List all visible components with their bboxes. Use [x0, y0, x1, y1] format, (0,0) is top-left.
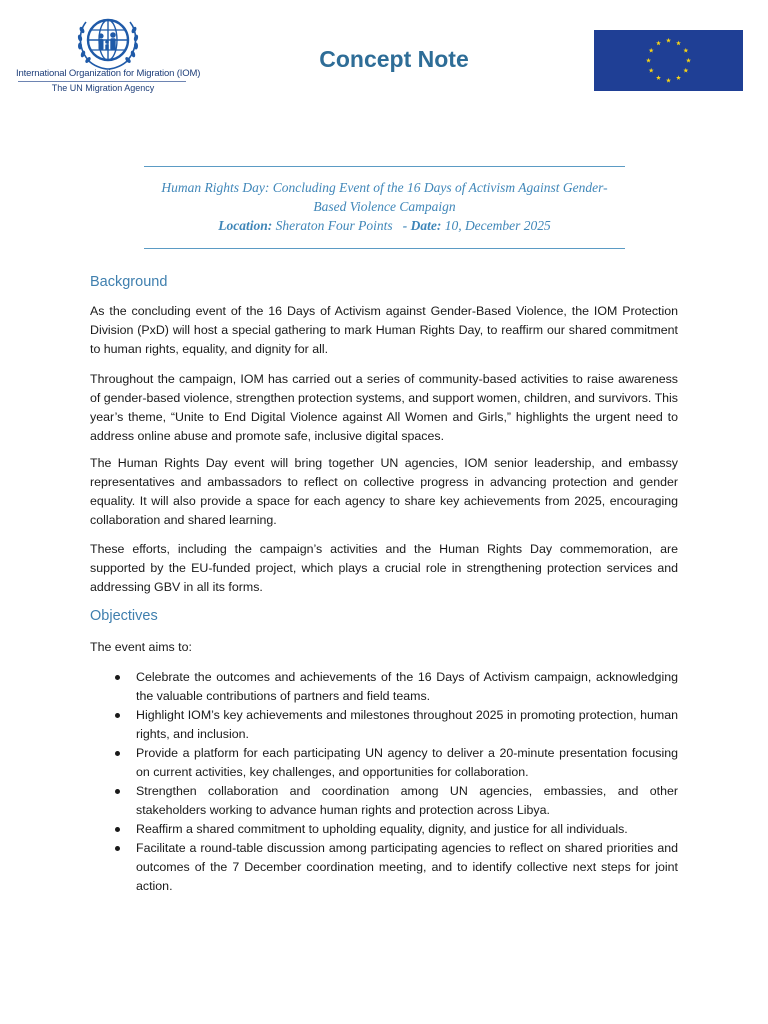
objectives-intro: The event aims to:: [90, 640, 192, 654]
bullet-icon: [115, 846, 120, 851]
date-value: 10, December 2025: [444, 218, 551, 233]
objective-item: [90, 744, 678, 782]
objective-text: Highlight IOM’s key achievements and milestones throughout 2025 in promoting protection, human rights, and inclusion.: [136, 708, 678, 741]
document-title: Concept Note: [319, 46, 469, 72]
bullet-icon: [115, 789, 120, 794]
location-label: Location:: [218, 218, 273, 233]
background-paragraph-4: These efforts, including the campaign’s activities and the Human Rights Day commemoration, are supported by the EU-funded project, which plays a crucial role in strengthening protection services and addressing GBV in all its forms.: [90, 542, 678, 594]
objective-item: [90, 706, 678, 744]
background-paragraph-2: Throughout the campaign, IOM has carried out a series of community-based activities to raise awareness of gender-based violence, strengthen protection systems, and support women, children, and survivors. This year’s theme, “Unite to End Digital Violence against All Women and Girls,” highlights the urgent need to address online abuse and promote safe, inclusive digital spaces.: [90, 372, 678, 443]
objective-text: Provide a platform for each participating UN agency to deliver a 20-minute presentation focusing on current activities, key challenges, and opportunities for collaboration.: [136, 746, 678, 779]
objective-item: [90, 668, 678, 706]
objective-text: Reaffirm a shared commitment to upholding equality, dignity, and justice for all individuals.: [136, 822, 628, 836]
event-location-date: [144, 218, 625, 234]
objective-text: Celebrate the outcomes and achievements of the 16 Days of Activism campaign, acknowledging the valuable contributions of partners and field teams.: [136, 670, 678, 703]
iom-logo: [14, 14, 201, 98]
iom-tagline: The UN Migration Agency: [51, 83, 155, 93]
background-paragraph-1: As the concluding event of the 16 Days of Activism against Gender-Based Violence, the IOM Protection Division (PxD) will host a special gathering to mark Human Rights Day, to reaffirm our shared commitment to human rights, equality, and dignity for all.: [90, 304, 678, 356]
background-paragraph-3: The Human Rights Day event will bring together UN agencies, IOM senior leadership, and embassy representatives and ambassadors to reflect on collective progress in advancing protection and gender equality. It will also provide a space for each agency to share key achievements from 2025, encouraging collaboration and shared learning.: [90, 456, 678, 527]
event-title-line1: Human Rights Day: Concluding Event of the 16 Days of Activism Against Gender-: [161, 180, 608, 195]
objectives-heading: Objectives: [90, 608, 158, 624]
date-label: - Date:: [402, 218, 442, 233]
objective-item: [90, 839, 678, 896]
event-title-line2: Based Violence Campaign: [313, 199, 456, 214]
objective-item: [90, 782, 678, 820]
objective-item: [90, 820, 678, 839]
objectives-list: [90, 668, 678, 896]
objective-text: Strengthen collaboration and coordination among UN agencies, embassies, and other stakeholders working to advance human rights and protection across Libya.: [136, 784, 678, 817]
bullet-icon: [115, 713, 120, 718]
bullet-icon: [115, 751, 120, 756]
bullet-icon: [115, 827, 120, 832]
iom-org-name: International Organization for Migration (IOM): [16, 68, 201, 79]
bullet-icon: [115, 675, 120, 680]
location-value: Sheraton Four Points: [275, 218, 393, 233]
logo-divider: [18, 81, 186, 82]
iom-logo-icon: [74, 14, 142, 70]
event-info-box: [144, 166, 625, 249]
eu-flag-icon: [594, 30, 743, 91]
objective-text: Facilitate a round-table discussion among participating agencies to reflect on shared priorities and outcomes of the 7 December coordination meeting, and to identify collective next steps for joint action.: [136, 841, 678, 893]
background-heading: Background: [90, 274, 168, 290]
